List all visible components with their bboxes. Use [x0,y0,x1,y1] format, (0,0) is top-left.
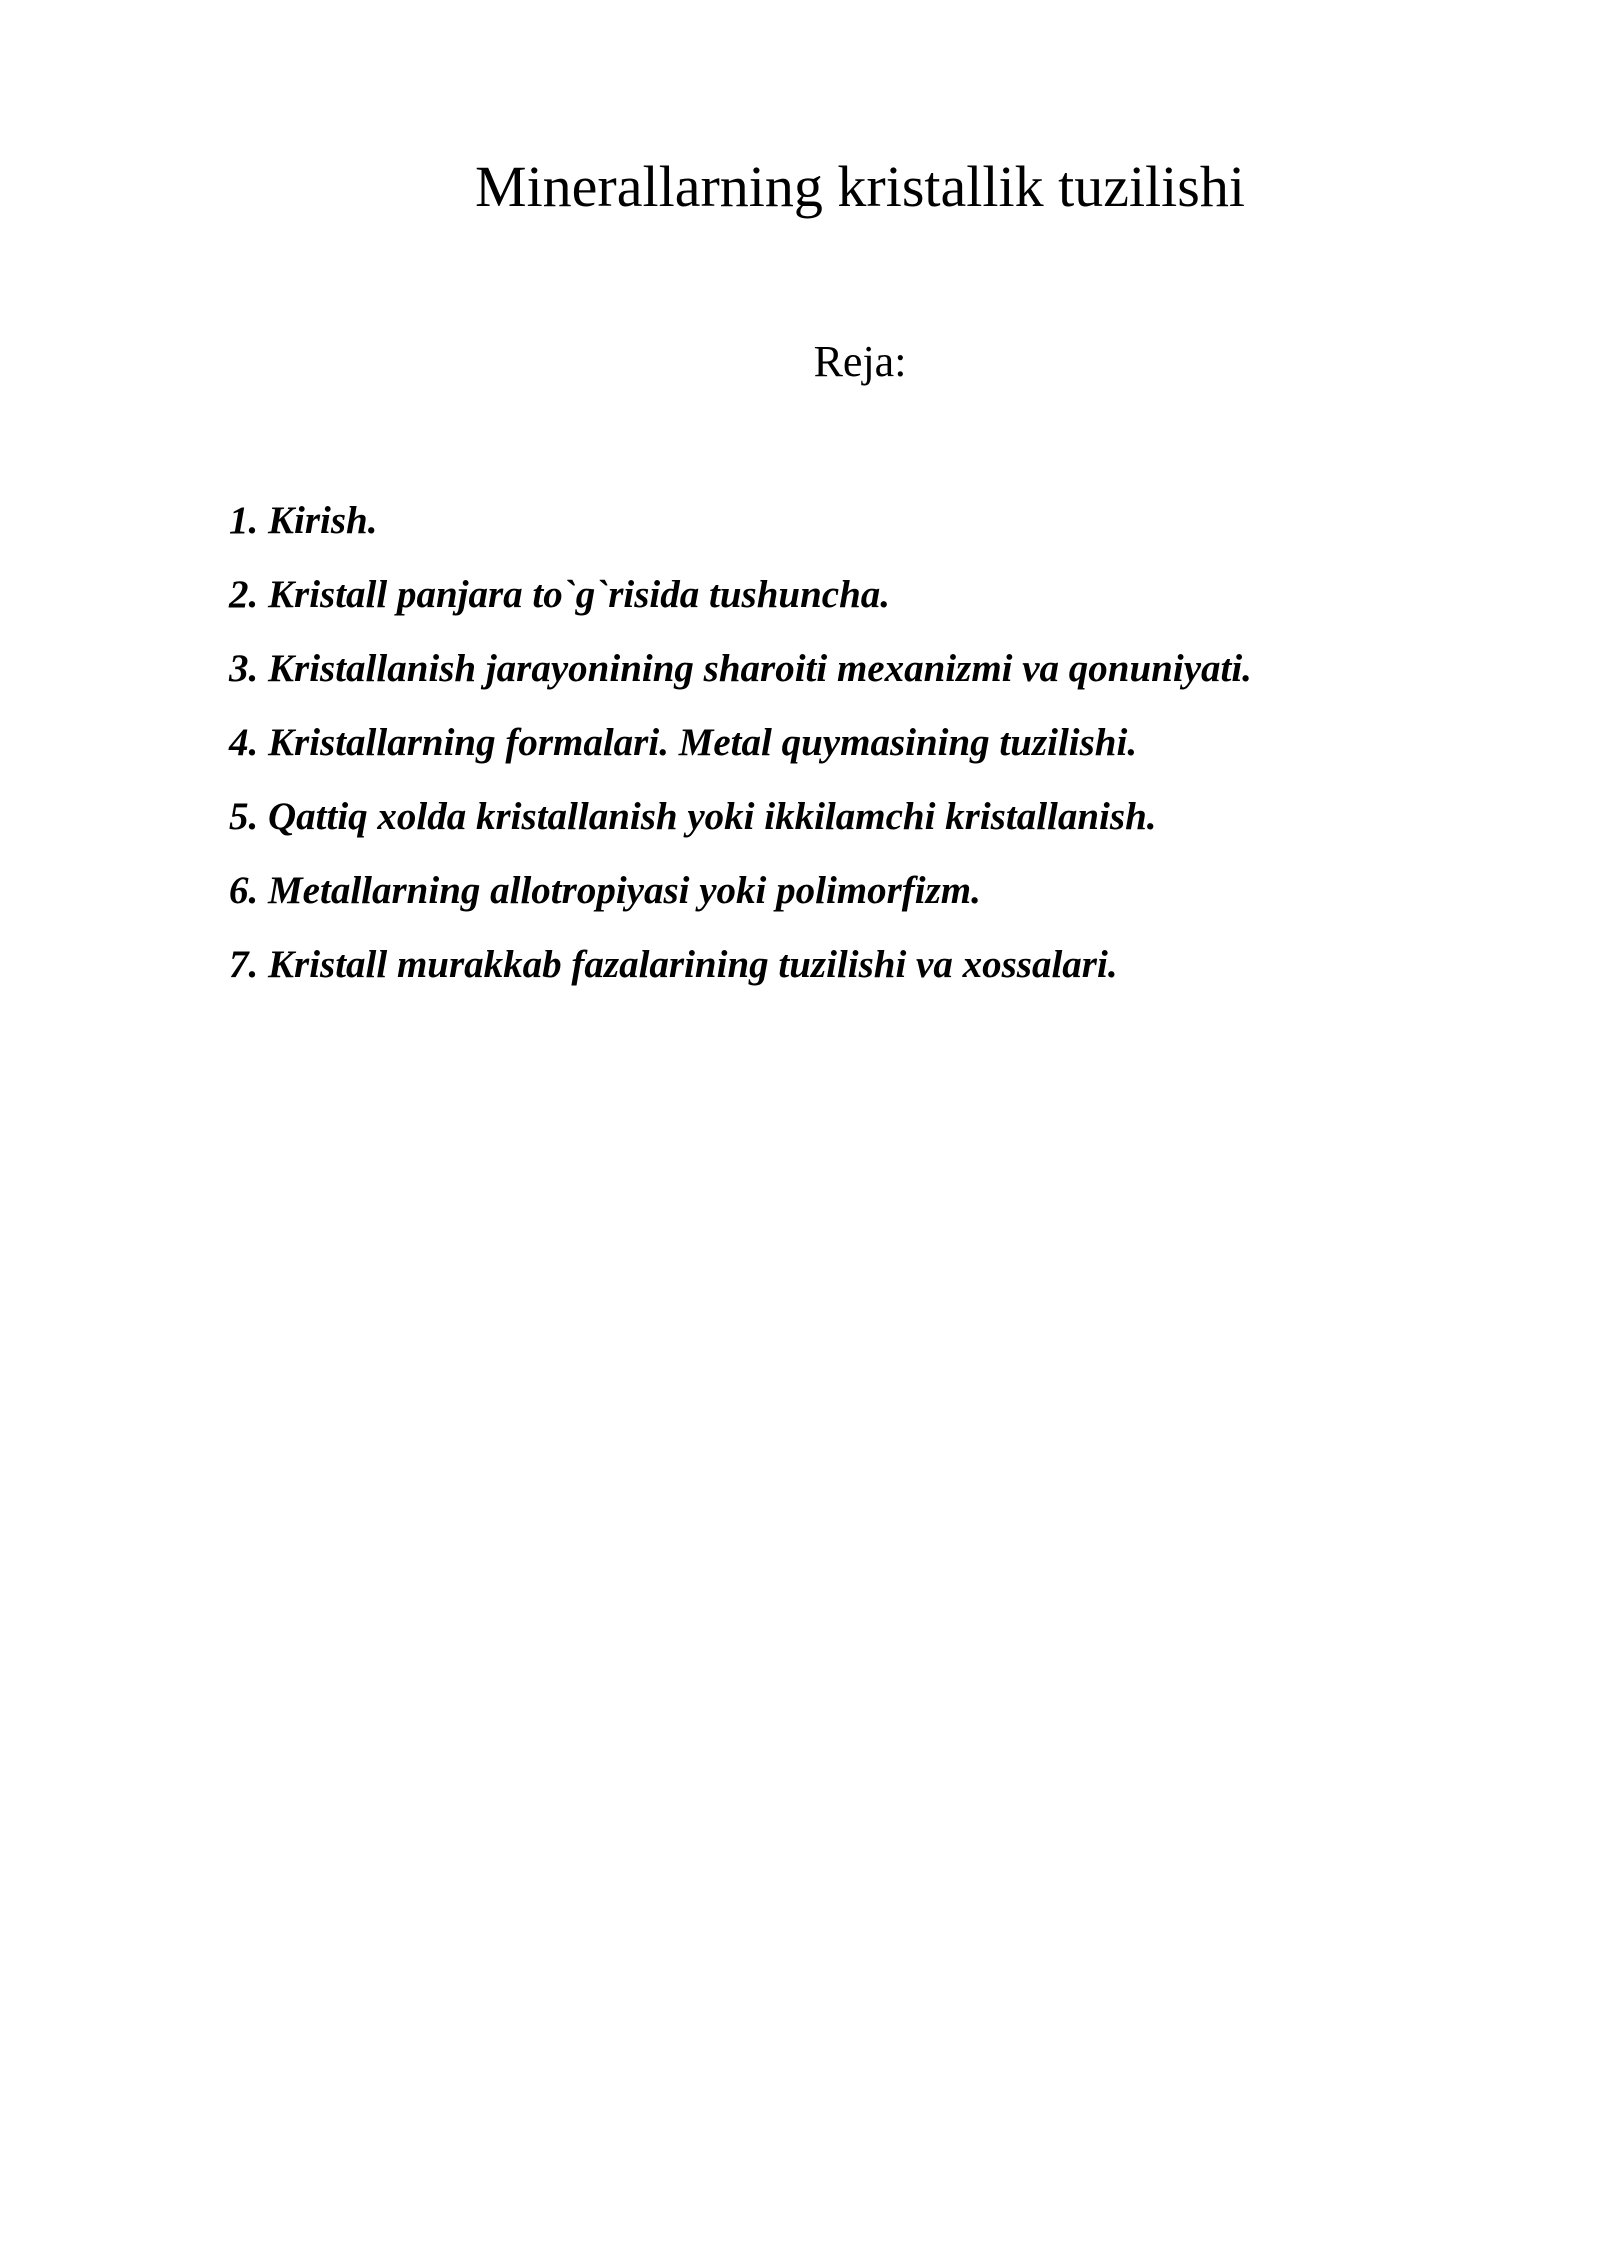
plan-item-complex-phases: 7. Kristall murakkab fazalarining tuzilishi va xossalari. [229,943,1118,986]
plan-item-secondary-crystallization: 5. Qattiq xolda kristallanish yoki ikkilamchi kristallanish. [229,795,1157,838]
plan-item-crystallization-process: 3. Kristallanish jarayonining sharoiti mexanizmi va qonuniyati. [229,647,1252,690]
plan-item-crystal-lattice: 2. Kristall panjara to`g`risida tushuncha. [229,573,891,616]
plan-list [229,484,1529,1002]
plan-item-crystal-forms: 4. Kristallarning formalari. Metal quymasining tuzilishi. [229,721,1138,764]
document-title: Minerallarning kristallik tuzilishi [475,154,1245,219]
plan-heading: Reja: [813,337,907,386]
plan-item-allotropy: 6. Metallarning allotropiyasi yoki polimorfizm. [229,869,981,912]
plan-item-introduction: 1. Kirish. [229,499,378,542]
